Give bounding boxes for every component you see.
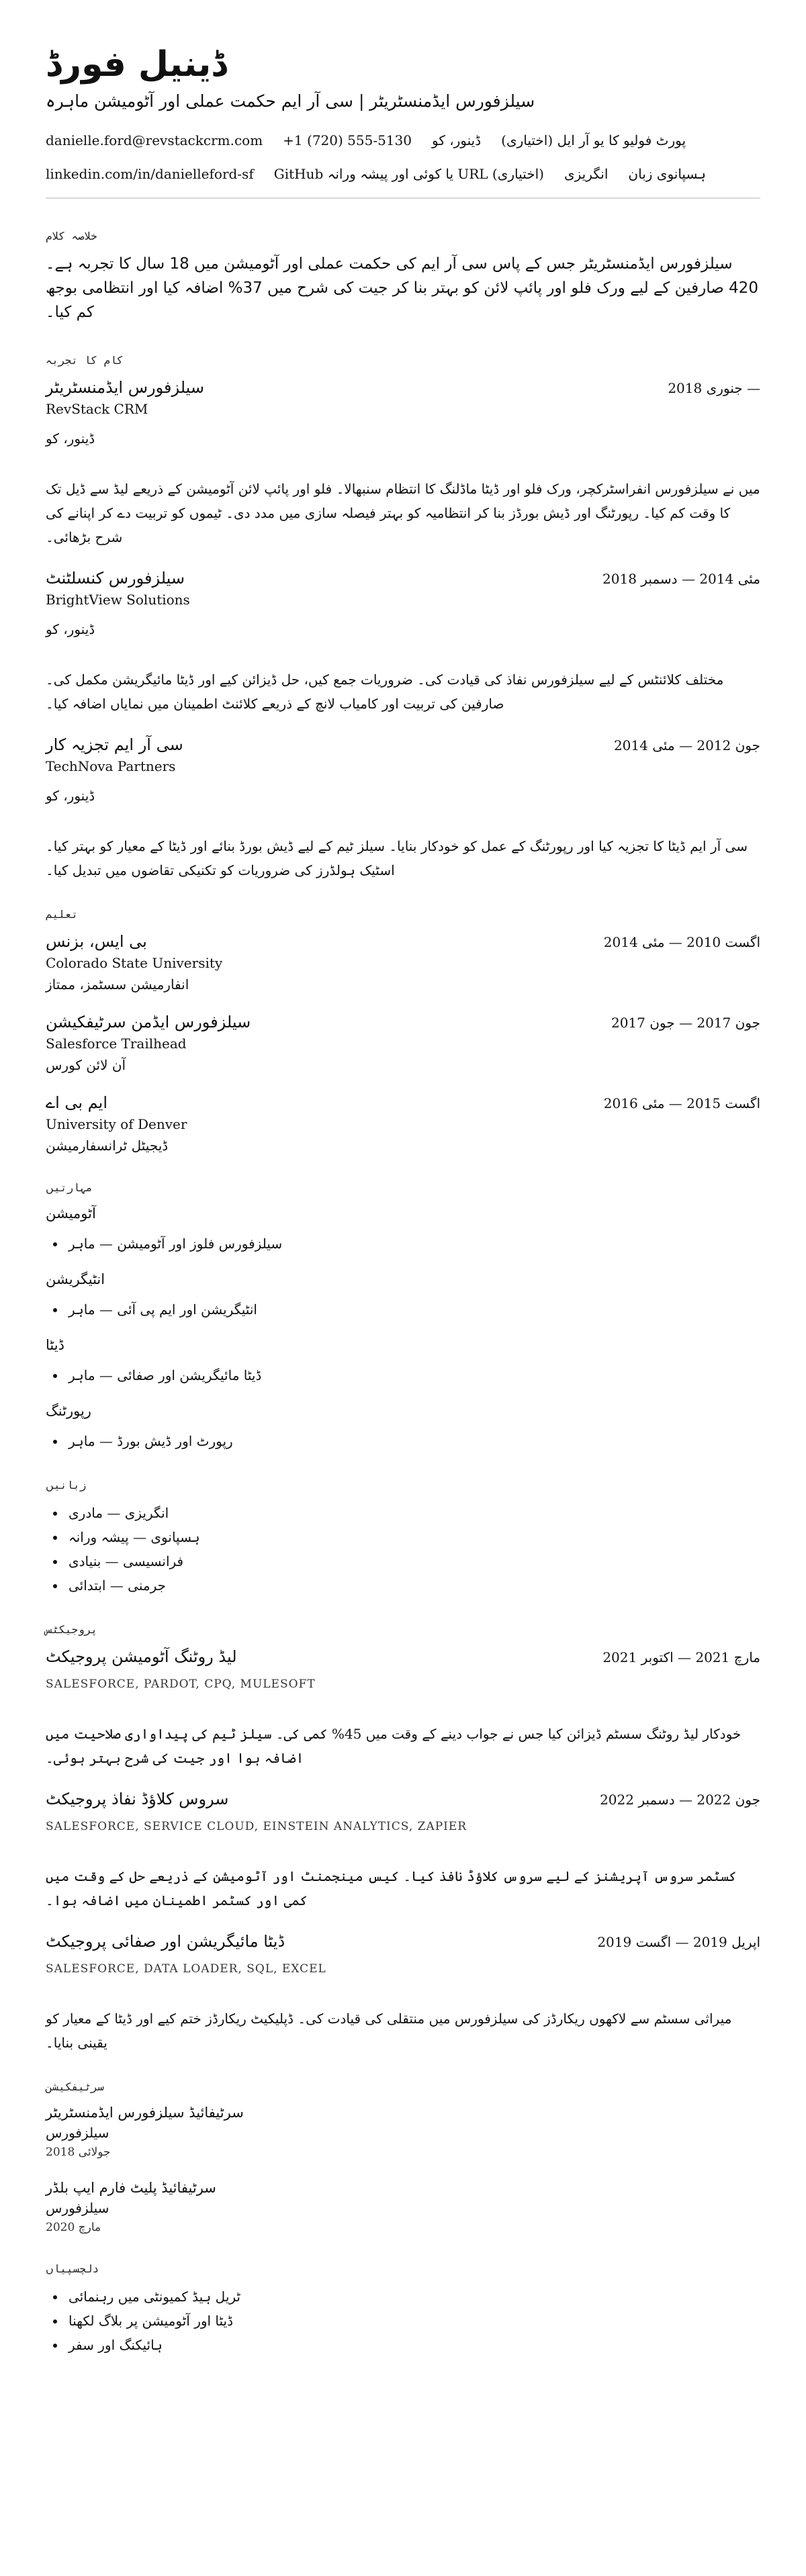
skill-list: [46, 1232, 760, 1256]
skills-heading: مہارتیں: [46, 1181, 93, 1194]
contact-language-2: ہسپانوی زبان: [628, 166, 707, 182]
summary-text: سیلزفورس ایڈمنسٹریٹر جس کے پاس سی آر ایم کی حکمت عملی اور آٹومیشن میں 18 سال کا تجربہ ہے۔ 420 صارفین کے لیے ورک فلو اور پائپ لائن کو بہتر بنا کر جیت کی شرح میں 37% اضافہ کیا اور انتظامی بوجھ کم کیا۔: [46, 255, 758, 321]
header-divider: [46, 197, 760, 199]
project-entry: [46, 1788, 760, 1913]
project-dates: اپریل 2019 — اگست 2019: [597, 1934, 760, 1950]
project-title: لیڈ روٹنگ آٹومیشن پروجیکٹ: [46, 1647, 237, 1666]
education-entry: [46, 1011, 760, 1075]
project-technologies: SALESFORCE, SERVICE CLOUD, EINSTEIN ANALYTICS, ZAPIER: [46, 1820, 467, 1833]
skill-group: [46, 1203, 760, 1256]
job-dates: جنوری 2018 —: [668, 380, 760, 396]
project-technologies: SALESFORCE, PARDOT, CPQ, MULESOFT: [46, 1677, 316, 1691]
project-title: ڈیٹا مائیگریشن اور صفائی پروجیکٹ: [46, 1932, 285, 1951]
interests-section: [46, 2262, 760, 2357]
project-description: میراثی سسٹم سے لاکھوں ریکارڈز کی سیلزفورس میں منتقلی کی قیادت کی۔ ڈپلیکیٹ ریکارڈز ختم کیے اور ڈیٹا کے معیار کو یقینی بنایا۔: [46, 2011, 732, 2051]
entry-header: [46, 733, 760, 756]
project-technologies: SALESFORCE, DATA LOADER, SQL, EXCEL: [46, 1962, 326, 1976]
project-title: سروس کلاؤڈ نفاذ پروجیکٹ: [46, 1790, 229, 1808]
education-entry: [46, 1091, 760, 1156]
language-item: • فرانسیسی — بنیادی: [66, 1549, 760, 1573]
certification-date: مارچ 2020: [46, 2221, 101, 2234]
education-dates: اگست 2010 — مئی 2014: [603, 934, 760, 950]
experience-entry: [46, 376, 760, 549]
skill-group-title: انٹیگریشن: [46, 1271, 105, 1287]
education-note: انفارمیشن سسٹمز، ممتاز: [46, 976, 189, 993]
certification-title: سرٹیفائیڈ سیلزفورس ایڈمنسٹریٹر: [46, 2105, 244, 2121]
institution: Salesforce Trailhead: [46, 1036, 187, 1052]
experience-entry: [46, 567, 760, 716]
experience-section: [46, 354, 760, 882]
projects-section: [46, 1623, 760, 2055]
skill-item: • انٹیگریشن اور ایم پی آئی — ماہر: [66, 1297, 760, 1322]
language-item: • جرمنی — ابتدائی: [66, 1573, 760, 1598]
contact-row-secondary: [46, 164, 760, 184]
contact-email[interactable]: danielle.ford@revstackcrm.com: [46, 132, 263, 148]
interest-item: • ہائیکنگ اور سفر: [66, 2333, 760, 2357]
project-description: کسٹمر سروس آپریشنز کے لیے سروس کلاؤڈ نافذ کیا۔ کیس مینجمنٹ اور آٹومیشن کے ذریعے حل کے وقت میں کمی اور کسٹمر اطمینان میں اضافہ ہوا۔: [46, 1868, 737, 1908]
language-item: • ہسپانوی — پیشہ ورانہ: [66, 1525, 760, 1549]
summary-heading: خلاصہ کلام: [46, 230, 97, 242]
certifications-section: [46, 2080, 760, 2237]
job-location: ڈینور، کو: [46, 621, 95, 637]
entry-header: [46, 567, 760, 590]
degree-title: سیلزفورس ایڈمن سرٹیفکیشن: [46, 1013, 251, 1031]
job-dates: جون 2012 — مئی 2014: [613, 737, 760, 753]
job-location: ڈینور، کو: [46, 788, 95, 804]
project-dates: مارچ 2021 — اکتوبر 2021: [602, 1649, 760, 1665]
contact-phone: +1 (720) 555-5130: [283, 132, 412, 148]
certifications-heading: سرٹیفکیشن: [46, 2080, 104, 2093]
job-title: سیلزفورس کنسلٹنٹ: [46, 569, 185, 588]
entry-header: [46, 376, 760, 399]
education-note: ڈیجیٹل ٹرانسفارمیشن: [46, 1138, 169, 1154]
project-description: خودکار لیڈ روٹنگ سسٹم ڈیزائن کیا جس نے جواب دینے کے وقت میں 45% کمی کی۔ سیلز ٹیم کی پیداواری صلاحیت میں اضافہ ہوا اور جیت کی شرح بہتر ہوئی۔: [46, 1726, 742, 1766]
interest-item: • ڈیٹا اور آٹومیشن پر بلاگ لکھنا: [66, 2309, 760, 2333]
skill-list: [46, 1297, 760, 1322]
entry-header: [46, 1930, 760, 1953]
institution: University of Denver: [46, 1116, 187, 1132]
skills-section: [46, 1181, 760, 1453]
languages-heading: زبانیں: [46, 1479, 87, 1491]
languages-section: [46, 1479, 760, 1598]
job-description: میں نے سیلزفورس انفراسٹرکچر، ورک فلو اور ڈیٹا ماڈلنگ کا انتظام سنبھالا۔ فلو اور پائپ لائن آٹومیشن کے ذریعے لیڈ سے ڈیل تک کا وقت کم کیا۔ رپورٹنگ اور ڈیش بورڈز بنا کر انتظامیہ کو بہتر فیصلہ سازی میں مدد دی۔ ٹیموں کو تربیت دے کر اپنانے کی شرح بڑھائی۔: [46, 481, 760, 545]
contact-portfolio[interactable]: پورٹ فولیو کا یو آر ایل (اختیاری): [501, 132, 686, 148]
candidate-name: ڈینیل فورڈ: [46, 44, 227, 85]
job-description: سی آر ایم ڈیٹا کا تجزیہ کیا اور رپورٹنگ کے عمل کو خودکار بنایا۔ سیلز ٹیم کے لیے ڈیش بورڈ بنائے اور ڈیٹا کے معیار کو بہتر کیا۔ اسٹیک ہولڈرز کی ضروریات کو تکنیکی تقاضوں میں تبدیل کیا۔: [46, 838, 748, 878]
contact-row-primary: [46, 130, 760, 150]
entry-header: [46, 1011, 760, 1033]
certification-title: سرٹیفائیڈ پلیٹ فارم ایپ بلڈر: [46, 2180, 216, 2196]
skill-list: [46, 1429, 760, 1453]
experience-entry: [46, 733, 760, 882]
employer: RevStack CRM: [46, 401, 148, 417]
contact-github[interactable]: GitHub یا کوئی اور پیشہ ورانہ URL (اختیاری): [273, 166, 544, 182]
skill-group: [46, 1401, 760, 1453]
project-dates: جون 2022 — دسمبر 2022: [600, 1792, 760, 1808]
skill-group-title: ڈیٹا: [46, 1337, 64, 1353]
job-title: سیلزفورس ایڈمنسٹریٹر: [46, 378, 205, 397]
entry-header: [46, 1645, 760, 1668]
education-dates: اگست 2015 — مئی 2016: [603, 1095, 760, 1111]
education-section: [46, 908, 760, 1156]
job-title: سی آر ایم تجزیہ کار: [46, 735, 183, 754]
project-entry: [46, 1645, 760, 1770]
education-note: آن لائن کورس: [46, 1057, 126, 1073]
job-description: مختلف کلائنٹس کے لیے سیلزفورس نفاذ کی قیادت کی۔ ضروریات جمع کیں، حل ڈیزائن کیے اور ڈیٹا مائیگریشن مکمل کی۔ صارفین کی تربیت اور کامیاب لانچ کے ذریعے کلائنٹ اطمینان میں نمایاں اضافہ کیا۔: [46, 672, 724, 712]
certification-date: جولائی 2018: [46, 2146, 111, 2159]
certification-entry: [46, 2178, 760, 2237]
certification-issuer: سیلزفورس: [46, 2125, 109, 2141]
contact-language-1: انگریزی: [564, 166, 609, 182]
education-entry: [46, 930, 760, 995]
skill-group: [46, 1335, 760, 1387]
skill-list: [46, 1363, 760, 1387]
language-list: [46, 1501, 760, 1598]
interests-heading: دلچسپیاں: [46, 2262, 99, 2275]
job-location: ڈینور، کو: [46, 430, 95, 447]
skill-group-title: رپورٹنگ: [46, 1403, 91, 1419]
certification-entry: [46, 2103, 760, 2162]
job-dates: مئی 2014 — دسمبر 2018: [602, 571, 760, 587]
skill-item: • ڈیٹا مائیگریشن اور صفائی — ماہر: [66, 1363, 760, 1387]
experience-heading: کام کا تجربہ: [46, 354, 124, 367]
employer: BrightView Solutions: [46, 592, 190, 608]
contact-location: ڈینور، کو: [431, 132, 482, 148]
interest-list: [46, 2285, 760, 2357]
entry-header: [46, 930, 760, 953]
skill-group-title: آٹومیشن: [46, 1205, 96, 1222]
contact-info: [46, 130, 760, 184]
entry-header: [46, 1091, 760, 1114]
skill-group: [46, 1269, 760, 1322]
skill-item: • سیلزفورس فلوز اور آٹومیشن — ماہر: [66, 1232, 760, 1256]
skill-item: • رپورٹ اور ڈیش بورڈ — ماہر: [66, 1429, 760, 1453]
entry-header: [46, 1788, 760, 1810]
project-entry: [46, 1930, 760, 2055]
candidate-headline: سیلزفورس ایڈمنسٹریٹر | سی آر ایم حکمت عملی اور آٹومیشن ماہرہ: [46, 91, 535, 111]
employer: TechNova Partners: [46, 758, 176, 774]
certification-issuer: سیلزفورس: [46, 2200, 109, 2216]
projects-heading: پروجیکٹس: [46, 1623, 98, 1636]
education-heading: تعلیم: [46, 908, 79, 921]
degree-title: بی ایس، بزنس: [46, 932, 147, 951]
degree-title: ایم بی اے: [46, 1093, 107, 1112]
interest-item: • ٹریل ہیڈ کمیونٹی میں رہنمائی: [66, 2285, 760, 2309]
language-item: • انگریزی — مادری: [66, 1501, 760, 1525]
institution: Colorado State University: [46, 955, 223, 971]
education-dates: جون 2017 — جون 2017: [611, 1015, 760, 1031]
contact-linkedin[interactable]: linkedin.com/in/danielleford-sf: [46, 166, 254, 182]
